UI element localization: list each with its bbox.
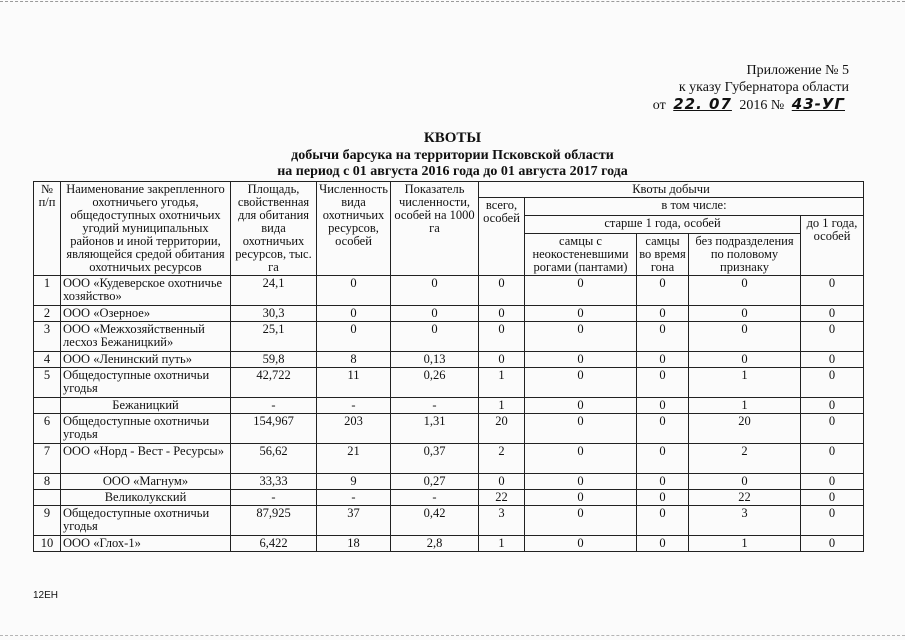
cell-population: 8 xyxy=(317,352,391,368)
cell-total: 0 xyxy=(479,352,525,368)
table-row xyxy=(34,444,864,474)
cell-total: 20 xyxy=(479,414,525,444)
cell-num: 6 xyxy=(34,414,61,444)
cell-rut: 0 xyxy=(637,536,689,552)
title-subtitle: добычи барсука на территории Псковской области xyxy=(291,148,614,163)
cell-num: 7 xyxy=(34,444,61,474)
cell-area: 87,925 xyxy=(231,506,317,536)
header-nosex: без подразделения по половому признаку xyxy=(689,234,801,276)
cell-density: 2,8 xyxy=(391,536,479,552)
cell-density: - xyxy=(391,398,479,414)
cell-young: 0 xyxy=(801,368,864,398)
cell-males: 0 xyxy=(525,398,637,414)
appendix-block xyxy=(653,62,849,114)
cell-total: 0 xyxy=(479,306,525,322)
quota-table-header xyxy=(34,182,864,276)
cell-population: 21 xyxy=(317,444,391,474)
cell-population: - xyxy=(317,490,391,506)
cell-num: 8 xyxy=(34,474,61,490)
table-row xyxy=(34,276,864,306)
handwritten-date: 22. 07 xyxy=(673,95,732,113)
cell-nosex: 1 xyxy=(689,536,801,552)
cell-young: 0 xyxy=(801,444,864,474)
cell-population: 11 xyxy=(317,368,391,398)
cell-males: 0 xyxy=(525,276,637,306)
cell-population: 0 xyxy=(317,322,391,352)
cell-rut: 0 xyxy=(637,306,689,322)
cell-males: 0 xyxy=(525,444,637,474)
cell-total: 0 xyxy=(479,276,525,306)
table-row xyxy=(34,536,864,552)
scan-edge-top xyxy=(0,1,905,2)
cell-name: Великолукский xyxy=(61,490,231,506)
title-main: КВОТЫ xyxy=(423,130,482,146)
cell-young: 0 xyxy=(801,474,864,490)
cell-total: 0 xyxy=(479,474,525,490)
cell-rut: 0 xyxy=(637,352,689,368)
cell-young: 0 xyxy=(801,352,864,368)
footer-code: 12ЕН xyxy=(33,590,59,601)
cell-males: 0 xyxy=(525,506,637,536)
appendix-date-line xyxy=(653,96,849,114)
cell-num: 9 xyxy=(34,506,61,536)
table-row xyxy=(34,506,864,536)
cell-nosex: 1 xyxy=(689,368,801,398)
table-row xyxy=(34,306,864,322)
title-period: на период с 01 августа 2016 года до 01 августа 2017 года xyxy=(277,164,628,179)
date-prefix: от xyxy=(652,98,666,113)
cell-nosex: 1 xyxy=(689,398,801,414)
cell-rut: 0 xyxy=(637,276,689,306)
district-subtotal-row xyxy=(34,490,864,506)
handwritten-number: 43-УГ xyxy=(791,95,845,113)
table-row xyxy=(34,474,864,490)
cell-area: 42,722 xyxy=(231,368,317,398)
cell-density: 0,27 xyxy=(391,474,479,490)
cell-total: 2 xyxy=(479,444,525,474)
appendix-line1: Приложение № 5 xyxy=(746,63,849,78)
cell-name: ООО «Норд - Вест - Ресурсы» xyxy=(61,444,231,474)
cell-density: - xyxy=(391,490,479,506)
cell-density: 1,31 xyxy=(391,414,479,444)
quota-table xyxy=(33,181,864,552)
cell-name: ООО «Межхозяйственный лесхоз Бежаницкий» xyxy=(61,322,231,352)
cell-density: 0,13 xyxy=(391,352,479,368)
cell-nosex: 0 xyxy=(689,322,801,352)
cell-rut: 0 xyxy=(637,444,689,474)
cell-density: 0 xyxy=(391,276,479,306)
cell-males: 0 xyxy=(525,306,637,322)
cell-nosex: 20 xyxy=(689,414,801,444)
cell-rut: 0 xyxy=(637,490,689,506)
cell-total: 3 xyxy=(479,506,525,536)
cell-young: 0 xyxy=(801,322,864,352)
cell-area: - xyxy=(231,490,317,506)
header-density: Показатель численности, особей на 1000 га xyxy=(391,182,479,276)
cell-density: 0,42 xyxy=(391,506,479,536)
header-area: Площадь, свойственная для обитания вида охотничьих ресурсов, тыс. га xyxy=(231,182,317,276)
cell-num: 4 xyxy=(34,352,61,368)
cell-males: 0 xyxy=(525,490,637,506)
cell-population: 0 xyxy=(317,276,391,306)
cell-area: 59,8 xyxy=(231,352,317,368)
cell-population: 37 xyxy=(317,506,391,536)
header-males: самцы с неокостеневшими рогами (пантами) xyxy=(525,234,637,276)
cell-population: 0 xyxy=(317,306,391,322)
cell-population: 9 xyxy=(317,474,391,490)
cell-num: 5 xyxy=(34,368,61,398)
cell-population: 203 xyxy=(317,414,391,444)
cell-young: 0 xyxy=(801,398,864,414)
cell-total: 22 xyxy=(479,490,525,506)
cell-name: ООО «Глох-1» xyxy=(61,536,231,552)
cell-males: 0 xyxy=(525,352,637,368)
cell-males: 0 xyxy=(525,368,637,398)
cell-num: 1 xyxy=(34,276,61,306)
cell-nosex: 3 xyxy=(689,506,801,536)
cell-num xyxy=(34,398,61,414)
header-rut: самцы во время гона xyxy=(637,234,689,276)
quota-table-body xyxy=(34,276,864,552)
cell-name: Общедоступные охотничьи угодья xyxy=(61,368,231,398)
cell-name: ООО «Кудеверское охотничье хозяйство» xyxy=(61,276,231,306)
cell-num: 10 xyxy=(34,536,61,552)
cell-name: Общедоступные охотничьи угодья xyxy=(61,414,231,444)
header-young: до 1 года, особей xyxy=(801,216,864,276)
table-row xyxy=(34,368,864,398)
cell-population: 18 xyxy=(317,536,391,552)
header-num: № п/п xyxy=(34,182,61,276)
cell-rut: 0 xyxy=(637,322,689,352)
year-text: 2016 № xyxy=(739,98,785,113)
header-name: Наименование закрепленного охотничьего угодья, общедоступных охотничьих угодий муниципальных районов и иной территории, являющейся средой обитания охотничьих ресурсов xyxy=(61,182,231,276)
header-total: всего, особей xyxy=(479,198,525,276)
cell-name: ООО «Озерное» xyxy=(61,306,231,322)
header-older: старше 1 года, особей xyxy=(525,216,801,234)
cell-males: 0 xyxy=(525,414,637,444)
cell-area: 154,967 xyxy=(231,414,317,444)
cell-name: ООО «Магнум» xyxy=(61,474,231,490)
cell-total: 1 xyxy=(479,368,525,398)
cell-males: 0 xyxy=(525,536,637,552)
cell-young: 0 xyxy=(801,276,864,306)
header-population: Численность вида охотничьих ресурсов, особей xyxy=(317,182,391,276)
scan-edge-bottom xyxy=(0,635,905,636)
cell-rut: 0 xyxy=(637,398,689,414)
cell-density: 0 xyxy=(391,322,479,352)
header-including: в том числе: xyxy=(525,198,864,216)
cell-young: 0 xyxy=(801,506,864,536)
cell-rut: 0 xyxy=(637,506,689,536)
table-row xyxy=(34,414,864,444)
cell-nosex: 0 xyxy=(689,352,801,368)
cell-density: 0,26 xyxy=(391,368,479,398)
cell-rut: 0 xyxy=(637,414,689,444)
cell-area: - xyxy=(231,398,317,414)
district-subtotal-row xyxy=(34,398,864,414)
cell-area: 56,62 xyxy=(231,444,317,474)
cell-area: 33,33 xyxy=(231,474,317,490)
cell-nosex: 0 xyxy=(689,276,801,306)
table-row xyxy=(34,352,864,368)
cell-population: - xyxy=(317,398,391,414)
cell-density: 0,37 xyxy=(391,444,479,474)
cell-nosex: 0 xyxy=(689,474,801,490)
cell-num xyxy=(34,490,61,506)
cell-area: 25,1 xyxy=(231,322,317,352)
cell-num: 2 xyxy=(34,306,61,322)
cell-total: 0 xyxy=(479,322,525,352)
cell-name: Общедоступные охотничьи угодья xyxy=(61,506,231,536)
cell-area: 30,3 xyxy=(231,306,317,322)
cell-total: 1 xyxy=(479,536,525,552)
cell-males: 0 xyxy=(525,322,637,352)
cell-young: 0 xyxy=(801,536,864,552)
cell-total: 1 xyxy=(479,398,525,414)
cell-nosex: 22 xyxy=(689,490,801,506)
cell-rut: 0 xyxy=(637,474,689,490)
cell-nosex: 2 xyxy=(689,444,801,474)
cell-name: Бежаницкий xyxy=(61,398,231,414)
cell-young: 0 xyxy=(801,306,864,322)
cell-num: 3 xyxy=(34,322,61,352)
cell-density: 0 xyxy=(391,306,479,322)
cell-area: 6,422 xyxy=(231,536,317,552)
appendix-line2: к указу Губернатора области xyxy=(678,80,849,95)
cell-area: 24,1 xyxy=(231,276,317,306)
cell-young: 0 xyxy=(801,414,864,444)
table-row xyxy=(34,322,864,352)
cell-name: ООО «Ленинский путь» xyxy=(61,352,231,368)
cell-young: 0 xyxy=(801,490,864,506)
header-quotas: Квоты добычи xyxy=(479,182,864,198)
cell-males: 0 xyxy=(525,474,637,490)
cell-nosex: 0 xyxy=(689,306,801,322)
cell-rut: 0 xyxy=(637,368,689,398)
